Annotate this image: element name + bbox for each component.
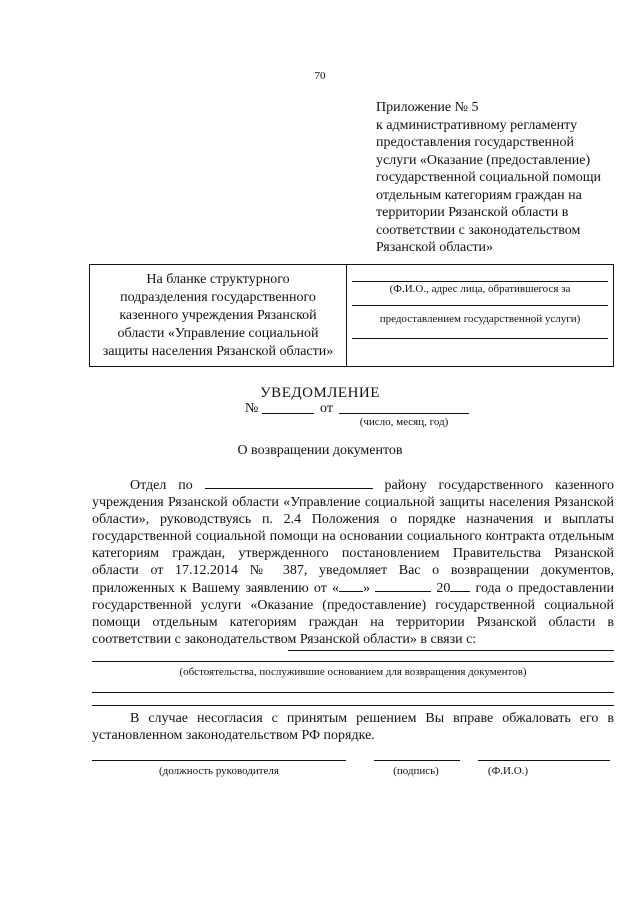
appendix-line: Рязанской области» bbox=[376, 240, 494, 255]
appeal-paragraph: В случае несогласия с принятым решением Вы вправе обжаловать его в установленном законодательством РФ порядке. bbox=[92, 711, 614, 743]
document-subtitle: О возвращении документов bbox=[237, 443, 403, 458]
letterhead-divider bbox=[346, 264, 347, 367]
stamp-line: казенного учреждения Рязанской bbox=[119, 308, 317, 323]
notice-body bbox=[92, 476, 614, 649]
date-blank bbox=[339, 413, 469, 414]
reason-line-3 bbox=[92, 692, 614, 693]
addressee-caption-1: (Ф.И.О., адрес лица, обратившегося за bbox=[389, 283, 571, 295]
number-blank bbox=[262, 413, 314, 414]
appendix-line: отдельным категориям граждан на bbox=[376, 187, 582, 203]
addressee-line-1 bbox=[352, 281, 608, 282]
year-prefix: 20 bbox=[436, 581, 451, 597]
year-blank bbox=[450, 579, 470, 592]
body-paragraph-1 bbox=[92, 476, 614, 649]
position-caption: (должность руководителя bbox=[159, 765, 279, 777]
appendix-line: территории Рязанской области в bbox=[376, 205, 569, 220]
document-title: УВЕДОМЛЕНИЕ bbox=[260, 385, 380, 401]
appendix-line: соответствии с законодательством bbox=[376, 222, 581, 238]
addressee-line-2 bbox=[352, 305, 608, 306]
appendix-line: услуги «Оказание (предоставление) bbox=[376, 152, 591, 168]
appendix-line: Приложение № 5 bbox=[376, 100, 479, 115]
appendix-line: к административному регламенту bbox=[376, 117, 578, 133]
number-label: № bbox=[245, 401, 259, 416]
date-caption: (число, месяц, год) bbox=[359, 416, 449, 428]
stamp-line: На бланке структурного bbox=[146, 272, 290, 287]
appendix-line: государственной социальной помощи bbox=[376, 170, 602, 185]
letterhead-stamp bbox=[92, 271, 344, 361]
month-blank bbox=[375, 579, 431, 592]
dept-label: Отдел по bbox=[130, 478, 193, 493]
stamp-line: подразделения государственного bbox=[120, 290, 316, 305]
stamp-line: области «Управление социальной bbox=[117, 326, 319, 341]
district-blank bbox=[205, 476, 373, 489]
from-label: от bbox=[320, 401, 333, 416]
reason-line-1 bbox=[288, 650, 614, 651]
signature-caption: (подпись) bbox=[393, 765, 439, 777]
body-text-1: району государственного казенного учреждения Рязанской области «Управление социальной защиты населения Рязанской области», руководствуясь п. 2.4 Положения о порядке назначения и выплаты государственной социальной помощи на основании социального контракта отдельным категориям граждан, утвержденного постановлением Правительства Рязанской области от 17.12.2014 № 387, уведомляет Вас о возвращении документов, приложенных к Вашему заявлению от « bbox=[92, 478, 615, 597]
body-text-2: года о предоставлении государственной услуги «Оказание (предоставление) государственной социальной помощи отдельным категориям граждан на территории Рязанской области в соответствии с законодательством Рязанской области» в связи с: bbox=[92, 581, 615, 648]
name-line bbox=[478, 760, 610, 761]
day-blank bbox=[339, 579, 363, 592]
addressee-caption-2: предоставлением государственной услуги) bbox=[379, 313, 581, 325]
reason-line-2 bbox=[92, 661, 614, 662]
name-caption: (Ф.И.О.) bbox=[487, 765, 529, 777]
quote-close: » bbox=[362, 581, 370, 597]
appendix-header bbox=[376, 99, 626, 257]
position-line bbox=[92, 760, 346, 761]
appendix-line: предоставления государственной bbox=[376, 135, 575, 150]
stamp-line: защиты населения Рязанской области» bbox=[102, 344, 334, 359]
addressee-line-3 bbox=[352, 338, 608, 339]
page-number: 70 bbox=[314, 70, 326, 82]
signature-line bbox=[374, 760, 460, 761]
reason-line-4 bbox=[92, 705, 614, 706]
circumstances-caption: (обстоятельства, послужившие основанием для возвращения документов) bbox=[179, 666, 527, 678]
